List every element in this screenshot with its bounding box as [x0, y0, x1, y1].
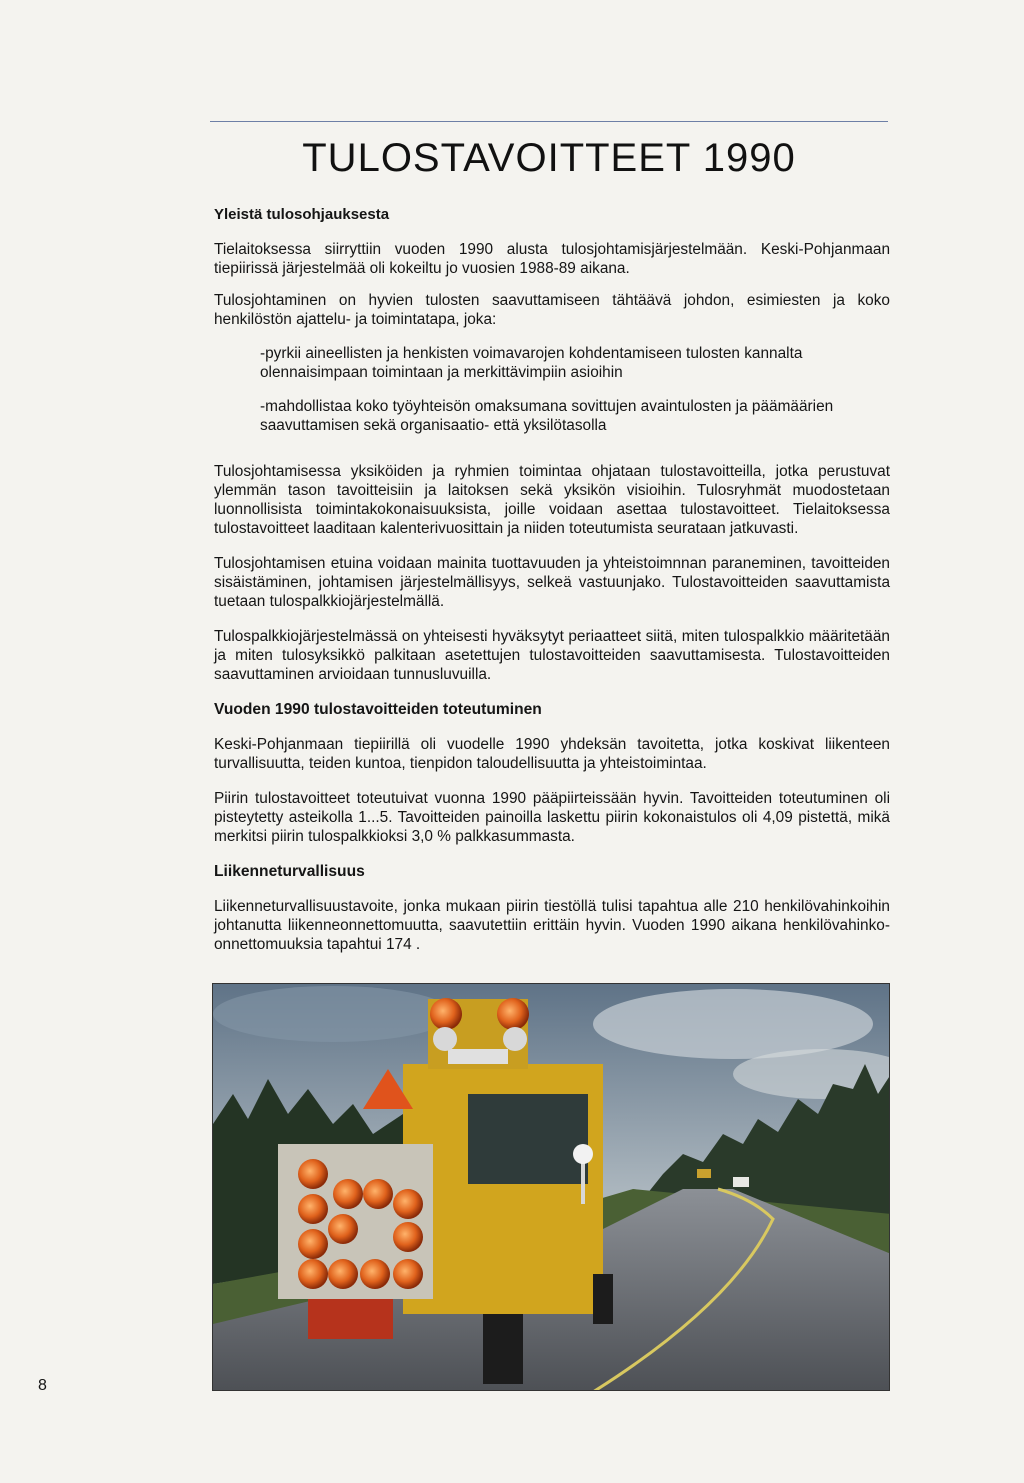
- paragraph: Liikenneturvallisuustavoite, jonka mukaan piirin tiestöllä tulisi tapahtua alle 210 henkilövahinkoihin johtanutta liikenneonnettomuutta, saavutettiin erittäin hyvin. Vuoden 1990 aikana henkilövahinko-onnettomuuksia tapahtui 174 .: [214, 898, 890, 953]
- paragraph: Tulosjohtaminen on hyvien tulosten saavuttamiseen tähtäävä johdon, esimiesten ja koko henkilöstön ajattelu- ja toimintatapa, joka:: [214, 292, 890, 328]
- article-body: [214, 205, 890, 967]
- page-title: TULOSTAVOITTEET 1990: [302, 136, 796, 180]
- section-heading-traffic-safety: Liikenneturvallisuus: [214, 863, 365, 880]
- paragraph: Tulospalkkiojärjestelmässä on yhteisesti hyväksytyt periaatteet siitä, miten tulospalkkio määritetään ja miten tulosyksikkö palkitaan asetettujen tulostavoitteiden saavuttamisesta. Tulostavoitteiden saavuttaminen arvioidaan tunnusluvuilla.: [214, 628, 890, 683]
- list-item: -pyrkii aineellisten ja henkisten voimavarojen kohdentamiseen tulosten kannalta olennaisimpaan toimintaan ja merkittävimpiin asioihin: [260, 345, 803, 381]
- paragraph: Tulosjohtamisen etuina voidaan mainita tuottavuuden ja yhteistoimnnan paraneminen, tavoitteiden sisäistäminen, johtamisen järjestelmällisyys, selkeä vastuunjako. Tulostavoitteiden saavuttamista tuetaan tulospalkkiojärjestelmällä.: [214, 555, 890, 610]
- paragraph: Keski-Pohjanmaan tiepiirillä oli vuodelle 1990 yhdeksän tavoitetta, jotka koskivat liikenteen turvallisuutta, teiden kuntoa, tienpidon taloudellisuutta ja yhteistoimintaa.: [214, 736, 890, 772]
- section-heading-general: Yleistä tulosohjauksesta: [214, 206, 390, 223]
- paragraph: Tulosjohtamisessa yksiköiden ja ryhmien toimintaa ohjataan tulostavoitteilla, jotka perustuvat ylemmän tason tavoitteisiin ja laitoksen sekä yksikön visioihin. Tulosryhmät muodostetaan luonnollisista toimintakokonaisuuksista, joille voidaan asettaa tulostavoitteet. Tielaitoksessa tulostavoitteet laaditaan kalenterivuosittain ja niiden toteutumista seurataan jatkuvasti.: [214, 463, 890, 537]
- paragraph: Tielaitoksessa siirryttiin vuoden 1990 alusta tulosjohtamisjärjestelmään. Keski-Pohjanmaan tiepiirissä järjestelmää oli kokeiltu jo vuosien 1988-89 aikana.: [214, 241, 890, 277]
- title-rule: [210, 121, 888, 122]
- list-item: -mahdollistaa koko työyhteisön omaksumana sovittujen avaintulosten ja päämäärien saavuttamisen sekä organisaatio- että yksilötasolla: [260, 398, 834, 434]
- section-heading-results: Vuoden 1990 tulostavoitteiden toteutuminen: [214, 701, 542, 718]
- paragraph: Piirin tulostavoitteet toteutuivat vuonna 1990 pääpiirteissään hyvin. Tavoitteiden toteutuminen oli pisteytetty asteikolla 1...5. Tavoitteiden painoilla laskettu piirin kokonaistulos oli 4,09 pistettä, mikä merkitsi piirin tulospalkkioksi 3,0 % palkkasummasta.: [214, 790, 890, 845]
- road-maintenance-vehicle-photo: [212, 983, 890, 1391]
- page-number: 8: [38, 1377, 47, 1394]
